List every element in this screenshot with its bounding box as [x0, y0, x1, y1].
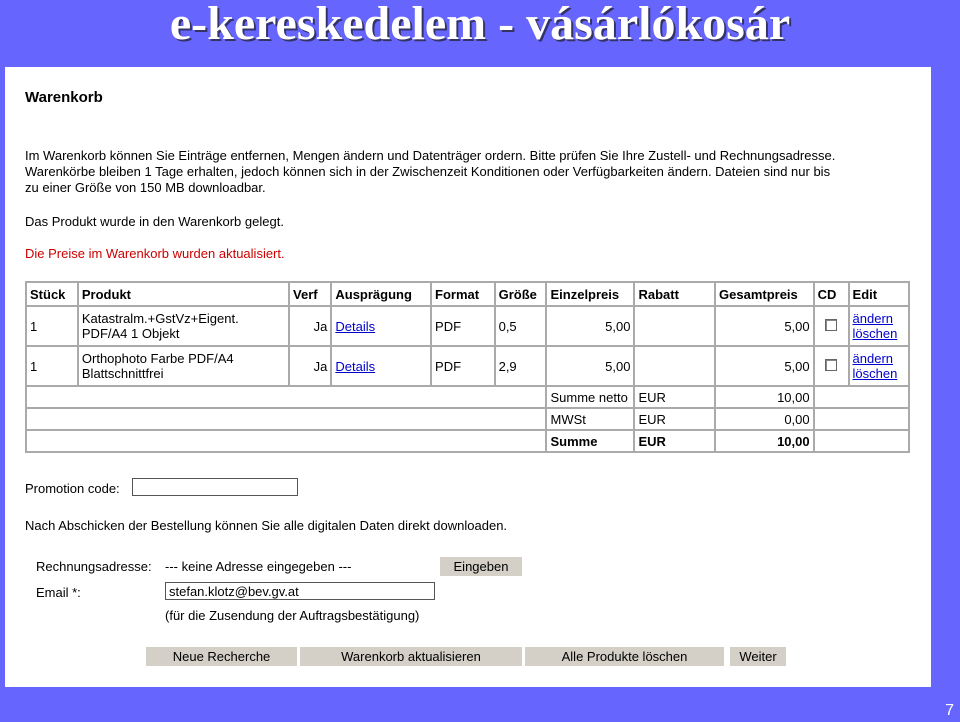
- summary-amount: 0,00: [716, 409, 813, 429]
- summary-amount: 10,00: [716, 431, 813, 451]
- product-cell: [79, 347, 288, 385]
- summary-currency: EUR: [635, 431, 714, 451]
- format-cell: PDF: [432, 307, 494, 345]
- availability-cell: Ja: [290, 347, 330, 385]
- delete-link[interactable]: löschen: [852, 366, 898, 381]
- product-variant: PDF/A4 1 Objekt: [81, 326, 180, 341]
- intro-line-1: Im Warenkorb können Sie Einträge entfernen, Mengen ändern und Datenträger ordern. Bitte prüfen Sie Ihre Zustell- und Rechnungsadresse.: [25, 148, 836, 163]
- promo-label: Promotion code:: [25, 481, 120, 496]
- variant-cell: [332, 347, 430, 385]
- header-cell: Edit: [850, 283, 908, 305]
- summary-row: [27, 387, 908, 407]
- details-link[interactable]: Details: [335, 358, 376, 374]
- cd-cell: [815, 307, 848, 345]
- size-cell: 0,5: [496, 307, 546, 345]
- next-button[interactable]: Weiter: [730, 647, 786, 666]
- edit-link[interactable]: ändern: [852, 311, 894, 326]
- email-label: Email *:: [36, 585, 81, 600]
- page-number: 7: [945, 702, 954, 719]
- header-cell: Produkt: [79, 283, 288, 305]
- header-cell: Format: [432, 283, 494, 305]
- page-heading: Warenkorb: [25, 89, 103, 106]
- summary-spacer: [27, 409, 545, 429]
- product-name: Katastralm.+GstVz+Eigent.: [81, 311, 239, 326]
- header-cell: Rabatt: [635, 283, 714, 305]
- intro-line-3: zu einer Größe von 150 MB downloadbar.: [25, 180, 266, 195]
- total-price-cell: 5,00: [716, 347, 813, 385]
- summary-amount: 10,00: [716, 387, 813, 407]
- summary-row: [27, 409, 908, 429]
- edit-cell: [850, 347, 908, 385]
- email-hint: (für die Zusendung der Auftragsbestätigung): [165, 608, 420, 623]
- header-cell: Größe: [496, 283, 546, 305]
- cart-table: [25, 281, 910, 453]
- enter-address-button[interactable]: Eingeben: [440, 557, 522, 576]
- details-link[interactable]: Details: [335, 318, 376, 334]
- edit-link[interactable]: ändern: [852, 351, 894, 366]
- browser-content: [5, 67, 931, 687]
- product-cell: [79, 307, 288, 345]
- header-cell: Verf: [290, 283, 330, 305]
- header-cell: CD: [815, 283, 848, 305]
- summary-spacer: [27, 387, 545, 407]
- qty-cell: 1: [27, 347, 77, 385]
- product-variant: Blattschnittfrei: [81, 366, 164, 381]
- updated-message: Die Preise im Warenkorb wurden aktualisiert.: [25, 246, 285, 261]
- header-cell: Einzelpreis: [547, 283, 633, 305]
- table-row: [27, 347, 908, 385]
- slide-title: e-kereskedelem - vásárlókosár: [169, 0, 791, 50]
- variant-cell: [332, 307, 430, 345]
- summary-spacer: [815, 431, 908, 451]
- email-field[interactable]: [165, 582, 435, 600]
- new-search-button[interactable]: Neue Recherche: [146, 647, 297, 666]
- summary-spacer: [27, 431, 545, 451]
- cd-cell: [815, 347, 848, 385]
- summary-spacer: [815, 387, 908, 407]
- discount-cell: [635, 307, 714, 345]
- update-cart-button[interactable]: Warenkorb aktualisieren: [300, 647, 522, 666]
- size-cell: 2,9: [496, 347, 546, 385]
- summary-row: [27, 431, 908, 451]
- qty-cell: 1: [27, 307, 77, 345]
- summary-currency: EUR: [635, 387, 714, 407]
- intro-line-2: Warenkörbe bleiben 1 Tage erhalten, jedoch können sich in der Zwischenzeit Konditionen oder Verfügbarkeiten ändern. Dateien sind nur bis: [25, 164, 831, 179]
- summary-label: MWSt: [547, 409, 633, 429]
- delete-link[interactable]: löschen: [852, 326, 898, 341]
- summary-label: Summe: [547, 431, 633, 451]
- total-price-cell: 5,00: [716, 307, 813, 345]
- table-header-row: [27, 283, 908, 305]
- billing-label: Rechnungsadresse:: [36, 559, 152, 574]
- discount-cell: [635, 347, 714, 385]
- format-cell: PDF: [432, 347, 494, 385]
- cd-checkbox[interactable]: [825, 359, 837, 371]
- edit-cell: [850, 307, 908, 345]
- header-cell: Stück: [27, 283, 77, 305]
- delete-all-button[interactable]: Alle Produkte löschen: [525, 647, 724, 666]
- unit-price-cell: 5,00: [547, 347, 633, 385]
- summary-currency: EUR: [635, 409, 714, 429]
- summary-spacer: [815, 409, 908, 429]
- header-cell: Ausprägung: [332, 283, 430, 305]
- product-name: Orthophoto Farbe PDF/A4: [81, 351, 234, 366]
- added-message: Das Produkt wurde in den Warenkorb gelegt.: [25, 214, 284, 229]
- unit-price-cell: 5,00: [547, 307, 633, 345]
- intro-text: [25, 148, 835, 196]
- header-cell: Gesamtpreis: [716, 283, 813, 305]
- table-row: [27, 307, 908, 345]
- summary-label: Summe netto: [547, 387, 633, 407]
- download-note: Nach Abschicken der Bestellung können Sie alle digitalen Daten direkt downloaden.: [25, 518, 508, 533]
- promo-code-input[interactable]: [132, 478, 298, 496]
- billing-value: --- keine Adresse eingegeben ---: [165, 559, 352, 574]
- cd-checkbox[interactable]: [825, 319, 837, 331]
- availability-cell: Ja: [290, 307, 330, 345]
